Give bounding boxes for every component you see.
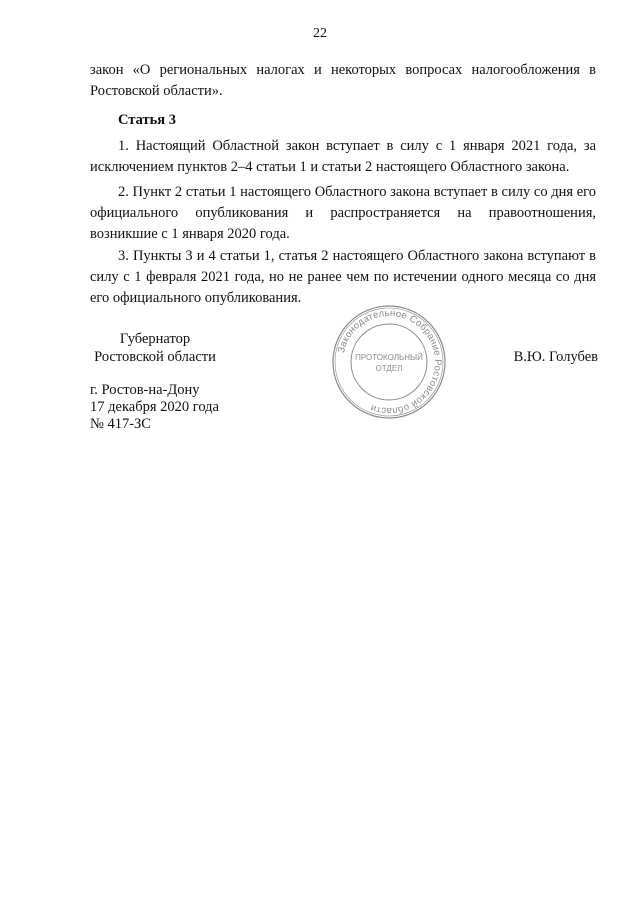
place-date-block	[90, 382, 219, 433]
paragraph-3: 3. Пункты 3 и 4 статьи 1, статья 2 настоящего Областного закона вступают в силу с 1 февраля 2021 года, но не ранее чем по истечении одного месяца со дня его официального опубликования.	[90, 248, 596, 306]
stamp-outer-text: Законодательное Собрание Ростовской области	[335, 307, 444, 417]
signer-name: В.Ю. Голубев	[513, 349, 598, 365]
law-number: № 417-ЗС	[90, 416, 151, 432]
place: г. Ростов-на-Дону	[90, 382, 200, 398]
paragraph-1: 1. Настоящий Областной закон вступает в силу с 1 января 2021 года, за исключением пунктов 2–4 статьи 1 и статьи 2 настоящего Областного закона.	[90, 138, 596, 175]
governor-title-line2: Ростовской области	[94, 349, 216, 365]
official-stamp	[331, 304, 447, 420]
governor-title	[90, 330, 220, 366]
date: 17 декабря 2020 года	[90, 399, 219, 415]
page-number: 22	[313, 26, 327, 41]
stamp-inner-line1: ПРОТОКОЛЬНЫЙ	[355, 353, 423, 362]
governor-title-line1: Губернатор	[119, 331, 191, 347]
continuation-paragraph: закон «О региональных налогах и некоторых вопросах налогообложения в Ростовской области».	[90, 62, 596, 99]
paragraph-2: 2. Пункт 2 статьи 1 настоящего Областного закона вступает в силу со дня его официального опубликования и распространяется на правоотношения, возникшие с 1 января 2020 года.	[90, 184, 596, 242]
stamp-inner-line2: ОТДЕЛ	[375, 364, 403, 373]
article-heading: Статья 3	[118, 112, 176, 128]
